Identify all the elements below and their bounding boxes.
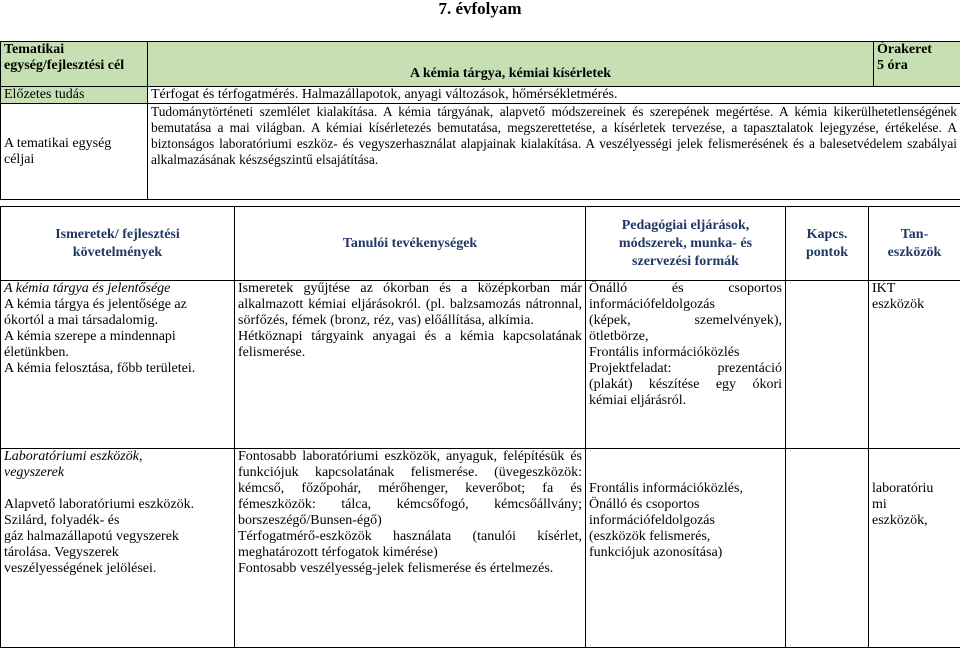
knowledge-title: A kémia tárgya és jelentősége	[4, 281, 171, 296]
column-header-knowledge-line1: Ismeretek/ fejlesztési	[55, 226, 180, 242]
hours-label: Órakeret	[877, 42, 932, 57]
knowledge-line: A kémia tárgya és jelentősége az	[4, 297, 187, 312]
activities-paragraph: Fontosabb veszélyesség-jelek felismerése és értelmezés.	[238, 561, 554, 576]
page-title: 7. évfolyam	[438, 0, 522, 18]
unit-header-table	[0, 41, 960, 200]
table-row	[1, 281, 960, 449]
hours-value: 5 óra	[877, 58, 908, 73]
methods-cell	[586, 449, 786, 648]
knowledge-line: veszélyességének jelölései.	[4, 561, 157, 576]
knowledge-line: A kémia szerepe a mindennapi	[4, 329, 176, 344]
links-cell	[786, 281, 869, 449]
methods-line: kémiai eljárásról.	[589, 393, 687, 408]
knowledge-line: életünkben.	[4, 345, 69, 360]
column-header-links-line1: Kapcs.	[806, 226, 848, 242]
methods-line: Frontális információközlés	[589, 345, 740, 360]
hours-cell	[874, 42, 960, 87]
knowledge-line: ókortól a mai társadalomig.	[4, 313, 158, 328]
tools-line: IKT	[872, 281, 896, 296]
column-header-links-line2: pontok	[805, 244, 849, 260]
spacer	[872, 449, 957, 465]
unit-title: A kémia tárgya, kémiai kísérletek	[148, 42, 874, 87]
column-header-tools	[869, 207, 960, 281]
goals-label-line1: A tematikai egység	[4, 135, 112, 151]
links-cell	[786, 449, 869, 648]
methods-line: információfeldolgozás	[589, 297, 715, 312]
spacer	[4, 481, 231, 497]
activities-paragraph: Térfogatmérő-eszközök használata (tanulói kísérlet, meghatározott térfogatok kimérése)	[238, 529, 582, 560]
knowledge-line: gáz halmazállapotú vegyszerek	[4, 529, 179, 544]
goals-label-cell	[1, 104, 148, 200]
activities-cell	[235, 281, 586, 449]
column-header-activities: Tanulói tevékenységek	[235, 207, 586, 281]
methods-line: információfeldolgozás	[589, 513, 715, 528]
column-header-methods	[586, 207, 786, 281]
curriculum-table	[0, 206, 960, 648]
knowledge-line: tárolása. Vegyszerek	[4, 545, 119, 560]
methods-line: Frontális információközlés,	[589, 481, 743, 496]
tools-cell	[869, 281, 960, 449]
unit-label-line2: egység/fejlesztési cél	[4, 58, 125, 73]
column-header-links	[786, 207, 869, 281]
knowledge-title: Laboratóriumi eszközök,	[4, 449, 143, 464]
methods-line: Önálló és csoportos	[589, 281, 782, 296]
knowledge-line: Szilárd, folyadék- és	[4, 513, 120, 528]
column-header-tools-line1: Tan-	[900, 226, 929, 242]
methods-cell	[586, 281, 786, 449]
column-header-knowledge-line2: követelmények	[72, 244, 163, 260]
unit-label-line1: Tematikai	[4, 42, 65, 57]
goals-label-line2: céljai	[4, 151, 35, 167]
column-header-knowledge	[1, 207, 235, 281]
methods-line: Projektfeladat: prezentáció	[589, 361, 782, 376]
column-header-methods-line3: szervezési formák	[632, 253, 739, 269]
spacer	[872, 465, 957, 481]
spacer	[589, 449, 782, 465]
methods-line: (plakát) készítése egy ókori	[589, 377, 782, 392]
methods-line: (képek, szemelvények),	[589, 313, 782, 328]
spacer	[589, 465, 782, 481]
unit-label-cell	[1, 42, 148, 87]
goals-text: Tudománytörténeti szemlélet kialakítása. A kémia tárgyának, alapvető módszereinek és szerepének megértése. A kémia kikerülhetetlenségének bemutatása a mai világban. A kémiai kísérletezés bemutatása, megszerettetése, a kísérletek tervezése, a tapasztalatok lejegyzése, értékelése. A biztonságos laboratóriumi eszköz- és vegyszerhasználat alapjainak kialakítása. A veszélyességi jelek felismerésének és a balesetvédelem szabályai alkalmazásának készségszintű elsajátítása.	[148, 104, 960, 200]
column-header-methods-line2: módszerek, munka- és	[618, 235, 753, 251]
methods-line: funkciójuk azonosítása)	[589, 545, 723, 560]
table-row	[1, 449, 960, 648]
tools-cell	[869, 449, 960, 648]
knowledge-cell	[1, 449, 235, 648]
knowledge-title: vegyszerek	[4, 465, 65, 480]
tools-line: eszközök	[872, 297, 925, 312]
tools-line: eszközök,	[872, 513, 928, 528]
prereq-label: Előzetes tudás	[1, 87, 148, 104]
column-header-tools-line2: eszközök	[887, 244, 942, 260]
knowledge-cell	[1, 281, 235, 449]
methods-line: (eszközök felismerés,	[589, 529, 711, 544]
knowledge-line: A kémia felosztása, főbb területei.	[4, 361, 196, 376]
tools-line: laboratóriu	[872, 481, 934, 496]
activities-paragraph: Hétköznapi tárgyaink anyagai és a kémia kapcsolatának felismerése.	[238, 329, 582, 360]
methods-line: Önálló és csoportos	[589, 497, 700, 512]
tools-line: mi	[872, 497, 887, 512]
column-header-methods-line1: Pedagógiai eljárások,	[621, 217, 750, 233]
knowledge-line: Alapvető laboratóriumi eszközök.	[4, 497, 195, 512]
methods-line: ötletbörze,	[589, 329, 649, 344]
activities-cell	[235, 449, 586, 648]
prereq-text: Térfogat és térfogatmérés. Halmazállapotok, anyagi változások, hőmérsékletmérés.	[148, 87, 960, 104]
activities-paragraph: Ismeretek gyűjtése az ókorban és a középkorban már alkalmazott kémiai eljárásokról. (pl. balzsamozás nátronnal, sörfőzés, fémek (bronz, réz, vas) előállítása, alkímia.	[238, 281, 582, 328]
activities-paragraph: Fontosabb laboratóriumi eszközök, anyaguk, felépítésük és funkciójuk kapcsolatának felismerése. (üvegeszközök: kémcső, főzőpohár, mérőhenger, keverőbot; fa és fémeszközök: tálca, kémcsőfogó, kémcsőállvány; borszeszégő/Bunsen-égő)	[238, 449, 582, 528]
